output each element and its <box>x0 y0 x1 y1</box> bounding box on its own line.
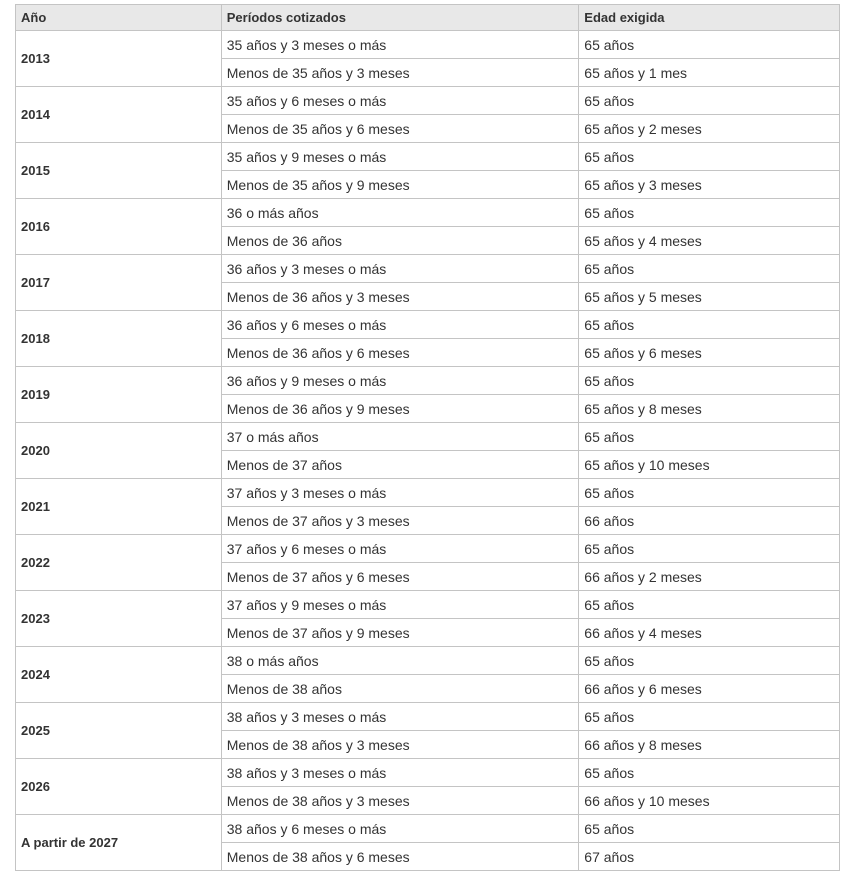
period-cell: Menos de 37 años y 9 meses <box>221 619 579 647</box>
table-row <box>16 647 840 675</box>
age-cell: 65 años <box>579 759 840 787</box>
age-cell: 65 años <box>579 367 840 395</box>
header-year: Año <box>16 5 222 31</box>
age-cell: 65 años <box>579 143 840 171</box>
table-body <box>16 31 840 871</box>
period-cell: 36 años y 3 meses o más <box>221 255 579 283</box>
period-cell: 36 años y 9 meses o más <box>221 367 579 395</box>
age-cell: 65 años <box>579 199 840 227</box>
period-cell: 38 años y 3 meses o más <box>221 703 579 731</box>
year-cell: 2026 <box>16 759 222 815</box>
period-cell: Menos de 37 años <box>221 451 579 479</box>
age-cell: 66 años y 4 meses <box>579 619 840 647</box>
period-cell: Menos de 35 años y 9 meses <box>221 171 579 199</box>
age-cell: 65 años <box>579 31 840 59</box>
table-row <box>16 479 840 507</box>
table-row <box>16 759 840 787</box>
age-cell: 65 años y 6 meses <box>579 339 840 367</box>
age-cell: 65 años <box>579 591 840 619</box>
period-cell: Menos de 37 años y 3 meses <box>221 507 579 535</box>
year-cell: 2020 <box>16 423 222 479</box>
age-cell: 65 años y 8 meses <box>579 395 840 423</box>
age-cell: 67 años <box>579 843 840 871</box>
period-cell: 36 años y 6 meses o más <box>221 311 579 339</box>
header-periods: Períodos cotizados <box>221 5 579 31</box>
period-cell: Menos de 36 años y 3 meses <box>221 283 579 311</box>
year-cell: 2021 <box>16 479 222 535</box>
year-cell: 2019 <box>16 367 222 423</box>
age-cell: 66 años y 10 meses <box>579 787 840 815</box>
header-age: Edad exigida <box>579 5 840 31</box>
age-cell: 65 años <box>579 255 840 283</box>
table-row <box>16 815 840 843</box>
year-cell: 2015 <box>16 143 222 199</box>
table-row <box>16 255 840 283</box>
period-cell: 35 años y 6 meses o más <box>221 87 579 115</box>
period-cell: 37 años y 9 meses o más <box>221 591 579 619</box>
period-cell: 37 años y 3 meses o más <box>221 479 579 507</box>
age-cell: 66 años y 6 meses <box>579 675 840 703</box>
period-cell: 38 años y 3 meses o más <box>221 759 579 787</box>
age-cell: 65 años y 4 meses <box>579 227 840 255</box>
year-cell: 2017 <box>16 255 222 311</box>
table-row <box>16 199 840 227</box>
period-cell: Menos de 38 años y 3 meses <box>221 731 579 759</box>
age-cell: 65 años <box>579 479 840 507</box>
period-cell: Menos de 36 años <box>221 227 579 255</box>
age-cell: 65 años y 1 mes <box>579 59 840 87</box>
table-row <box>16 535 840 563</box>
age-cell: 65 años <box>579 311 840 339</box>
table-row <box>16 591 840 619</box>
age-cell: 65 años y 10 meses <box>579 451 840 479</box>
period-cell: 35 años y 3 meses o más <box>221 31 579 59</box>
age-cell: 65 años y 5 meses <box>579 283 840 311</box>
age-cell: 65 años <box>579 703 840 731</box>
table-row <box>16 423 840 451</box>
period-cell: 38 años y 6 meses o más <box>221 815 579 843</box>
table-row <box>16 87 840 115</box>
year-cell: 2014 <box>16 87 222 143</box>
period-cell: 37 o más años <box>221 423 579 451</box>
period-cell: Menos de 35 años y 3 meses <box>221 59 579 87</box>
year-cell: A partir de 2027 <box>16 815 222 871</box>
table-row <box>16 143 840 171</box>
age-cell: 66 años y 8 meses <box>579 731 840 759</box>
table-row <box>16 367 840 395</box>
year-cell: 2013 <box>16 31 222 87</box>
age-cell: 65 años <box>579 647 840 675</box>
age-cell: 65 años <box>579 423 840 451</box>
year-cell: 2023 <box>16 591 222 647</box>
period-cell: Menos de 38 años <box>221 675 579 703</box>
age-cell: 65 años y 3 meses <box>579 171 840 199</box>
age-cell: 66 años <box>579 507 840 535</box>
year-cell: 2022 <box>16 535 222 591</box>
age-cell: 65 años <box>579 535 840 563</box>
age-cell: 66 años y 2 meses <box>579 563 840 591</box>
table-row <box>16 31 840 59</box>
header-row <box>16 5 840 31</box>
year-cell: 2018 <box>16 311 222 367</box>
table-row <box>16 703 840 731</box>
period-cell: Menos de 36 años y 6 meses <box>221 339 579 367</box>
retirement-age-table <box>15 4 840 871</box>
year-cell: 2025 <box>16 703 222 759</box>
period-cell: 38 o más años <box>221 647 579 675</box>
age-cell: 65 años <box>579 87 840 115</box>
period-cell: 37 años y 6 meses o más <box>221 535 579 563</box>
period-cell: Menos de 38 años y 6 meses <box>221 843 579 871</box>
year-cell: 2016 <box>16 199 222 255</box>
period-cell: 36 o más años <box>221 199 579 227</box>
period-cell: Menos de 35 años y 6 meses <box>221 115 579 143</box>
period-cell: 35 años y 9 meses o más <box>221 143 579 171</box>
table-row <box>16 311 840 339</box>
year-cell: 2024 <box>16 647 222 703</box>
period-cell: Menos de 37 años y 6 meses <box>221 563 579 591</box>
age-cell: 65 años <box>579 815 840 843</box>
period-cell: Menos de 38 años y 3 meses <box>221 787 579 815</box>
age-cell: 65 años y 2 meses <box>579 115 840 143</box>
period-cell: Menos de 36 años y 9 meses <box>221 395 579 423</box>
